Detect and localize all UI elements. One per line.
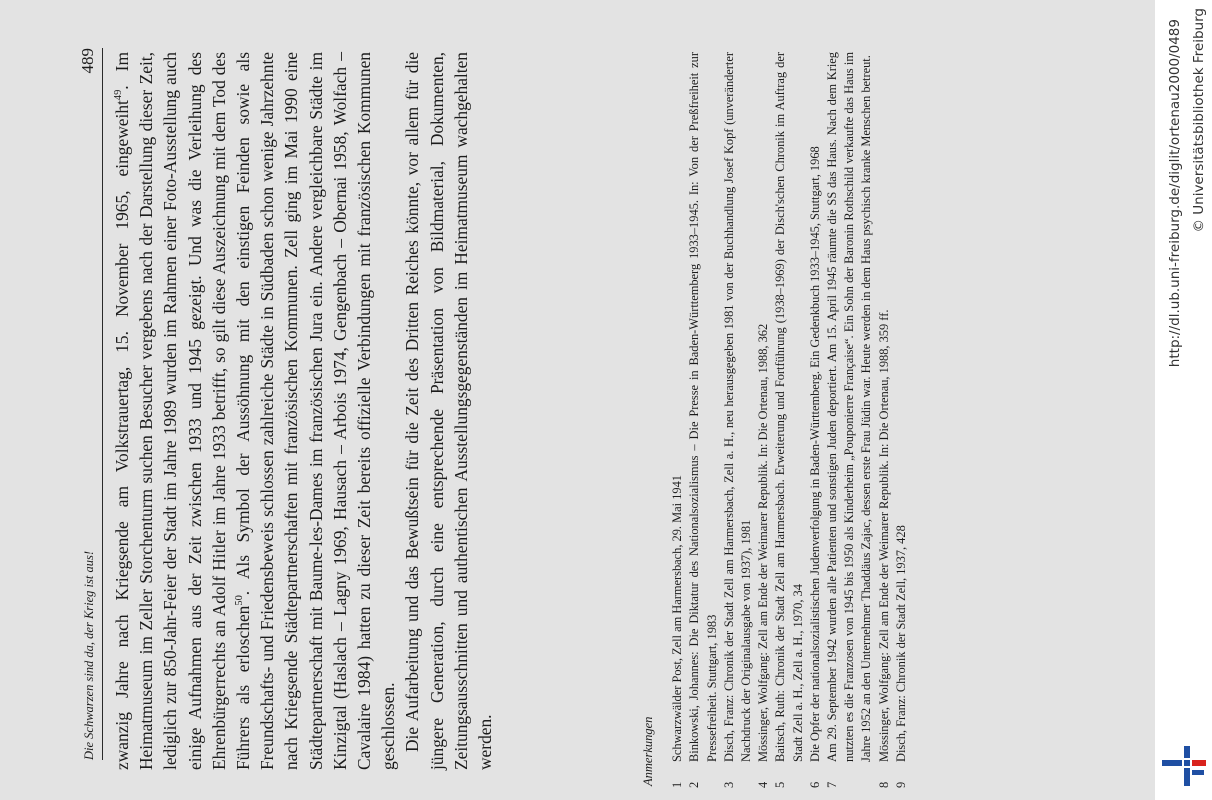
footnote-ref: 49 — [113, 89, 125, 101]
running-head: Die Schwarzen sind da, der Krieg ist aus! — [82, 550, 96, 760]
body-text — [110, 52, 497, 770]
ub-freiburg-logo-icon — [1162, 744, 1206, 788]
note-number: 7 — [825, 781, 840, 788]
note-text: Disch, Franz: Chronik der Stadt Zell, 1937, 428 — [893, 525, 908, 762]
header-rule — [102, 48, 103, 760]
note-item — [807, 52, 824, 788]
note-item — [721, 52, 755, 788]
note-item — [824, 52, 876, 788]
note-number: 9 — [893, 781, 908, 788]
note-number: 4 — [756, 781, 771, 788]
note-text: Disch, Franz: Chronik der Stadt Zell am Harmersbach, Zell a. H., neu herausgegeben 1981 von der Buchhandlung Josef Kopf (unveränderter Nachdruck der Originalausgabe von 1937), 1981 — [721, 52, 754, 762]
body-paragraph: Die Aufarbeitung und das Bewußtsein für die Zeit des Dritten Reiches könnte, vor allem für die jüngere Generation, durch eine entsprechende Präsentation von Bildmaterial, Dokumenten, Zeitungsausschnitten und authentischen Ausstellungsgegenständen im Heimatmuseum wachgehalten werden. — [402, 52, 496, 770]
source-url-link[interactable]: http://dl.ub.uni-freiburg.de/diglit/ortenau2000/0489 — [1167, 19, 1183, 368]
logo-bar-left — [1162, 760, 1182, 766]
note-item — [772, 52, 806, 788]
note-item — [876, 52, 893, 788]
sidebar-text — [1155, 0, 1212, 800]
page-header — [78, 48, 100, 760]
note-text: Baitsch, Ruth: Chronik der Stadt Zell am Harmersbach. Erweiterung und Fortführung (1938–1969) der Disch'schen Chronik im Auftrag der Stadt Zell a. H., Zell a. H., 1970, 34 — [773, 52, 805, 762]
note-number: 6 — [807, 781, 822, 788]
logo-block-center — [1184, 760, 1190, 766]
logo-stem-top — [1184, 746, 1190, 758]
logo-bar-right-red — [1192, 760, 1206, 766]
footnote-ref: 50 — [234, 595, 246, 606]
note-item — [893, 52, 910, 788]
note-item — [669, 52, 686, 788]
notes-section — [640, 52, 910, 788]
note-text: Schwarzwälder Post, Zell am Harmersbach, 29. Mai 1941 — [670, 475, 685, 762]
note-text: Mössinger, Wolfgang: Zell am Ende der Weimarer Republik. In: Die Ortenau, 1988, 359 ff. — [876, 309, 891, 762]
copyright-text: © Universitätsbibliothek Freiburg — [1191, 8, 1207, 233]
notes-title: Anmerkungen — [641, 716, 655, 786]
note-number: 5 — [773, 781, 788, 788]
note-text: Die Opfer der nationalsozialistischen Judenverfolgung in Baden-Württemberg. Ein Gedenkbuch 1933–1945, Stuttgart, 1968 — [807, 146, 822, 762]
logo-bar-lower — [1192, 770, 1204, 775]
body-paragraph: zwanzig Jahre nach Kriegsende am Volkstrauertag, 15. November 1965, eingeweiht$^{49}$. Im Heimatmuseum im Zeller Storchenturm suchen Besucher vergebens nach der Darstellung dieser Zeit, lediglich zur 850-Jahr-Feier der Stadt im Jahre 1989 wurden im Rahmen einer Foto-Ausstellung auch einige Aufnahmen aus der Zeit zwischen 1933 und 1945 gezeigt. Und was die Verleihung des Ehrenbürgerrechts an Adolf Hitler im Jahre 1933 betrifft, so gilt diese Auszeichnung mit dem Tod des Führers als erloschen$^{50}$. Als Symbol der Aussöhnung mit den einstigen Feinden sowie als Freundschafts- und Friedensbeweis schlossen zahlreiche Städte in Südbaden schon wenige Jahrzehnte nach Kriegsende Städtepartnerschaften mit französischen Kommunen. Zell ging im Mai 1990 eine Städtepartnerschaft mit Baume-les-Dames im französischen Jura ein. Andere vergleichbare Städte im Kinzigtal (Haslach – Lagny 1969, Hausach – Arbois 1974, Gengenbach – Obernai 1958, Wolfach – Cavalaire 1984) hatten zu dieser Zeit bereits offizielle Verbindungen mit französischen Kommunen geschlossen. — [112, 52, 399, 770]
note-text: Binkowski, Johannes: Die Diktatur des Nationalsozialismus – Die Presse in Baden-Württemberg 1933–1945. In: Von der Preßfreiheit zur Pressefreiheit. Stuttgart, 1983 — [687, 52, 719, 762]
note-text: Mössinger, Wolfgang: Zell am Ende der Weimarer Republik. In: Die Ortenau, 1988, 362 — [756, 323, 771, 762]
notes-list — [669, 52, 910, 788]
logo-stem-bottom — [1184, 768, 1190, 786]
note-text: Am 29. September 1942 wurden alle Patienten und sonstigen Juden deportiert. Am 15. April 1945 räumte die SS das Haus. Nach dem Krieg nutzten es die Franzosen von 1945 bis 1950 als Kinderheim „Pouponierre Française“. Ein Sohn der Baronin Rothschild verkaufte das Haus im Jahre 1952 an den Unternehmer Thaddäus Zajac, dessen erste Frau Jüdin war. Heute werden in dem Haus psychisch kranke Menschen betreut. — [825, 52, 874, 762]
library-sidebar — [1155, 0, 1212, 800]
note-number: 1 — [670, 781, 685, 788]
note-number: 8 — [876, 781, 891, 788]
note-item — [755, 52, 772, 788]
note-number: 2 — [687, 781, 702, 788]
note-number: 3 — [721, 781, 736, 788]
note-item — [686, 52, 720, 788]
page-number: 489 — [78, 48, 97, 74]
